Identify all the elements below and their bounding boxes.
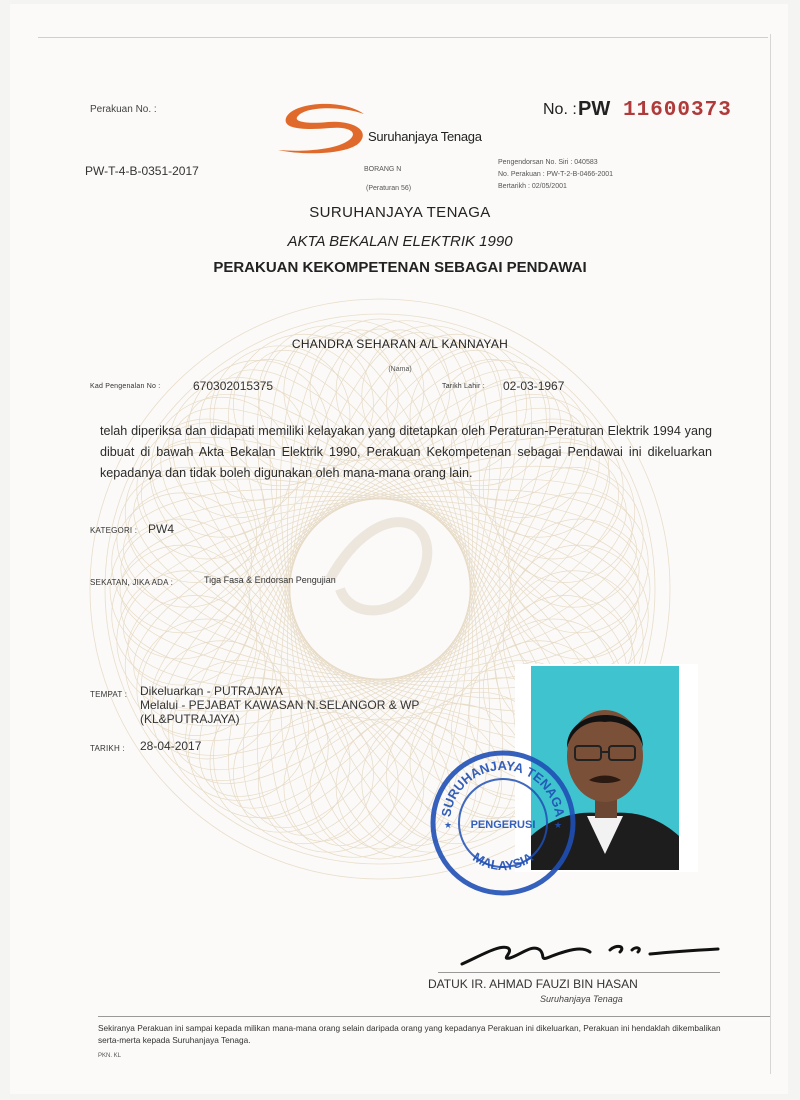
- holder-name-caption: (Nama): [388, 366, 412, 373]
- tempat-label: TEMPAT :: [90, 690, 128, 699]
- svg-text:MALAYSIA: [470, 849, 536, 873]
- borang-label: BORANG N: [364, 166, 402, 173]
- footer-line: [98, 1016, 770, 1017]
- svg-text:★: ★: [554, 820, 563, 830]
- tempat-line-2: Melalui - PEJABAT KAWASAN N.SELANGOR & WP: [140, 698, 420, 712]
- no-perakuan-line: No. Perakuan : PW-T-2-B-0466-2001: [498, 171, 614, 178]
- top-border-line: [38, 37, 768, 38]
- tarikh-value: 28-04-2017: [140, 739, 202, 753]
- right-border-line: [770, 34, 771, 1074]
- guilloche-loop: [169, 660, 309, 800]
- perakuan-label: Perakuan No. :: [90, 104, 157, 115]
- title-act: AKTA BEKALAN ELEKTRIK 1990: [287, 233, 513, 250]
- svg-text:★: ★: [444, 820, 453, 830]
- tempat-line-3: (KL&PUTRAJAYA): [140, 712, 240, 726]
- serial-type: PW: [578, 98, 611, 120]
- pengendorsan-line: Pengendorsan No. Siri : 040583: [498, 159, 598, 166]
- dob-value: 02-03-1967: [503, 379, 565, 393]
- stamp-middle-text: PENGERUSI: [470, 819, 536, 831]
- serial-number: 11600373: [623, 99, 732, 122]
- watermark-logo: [330, 522, 427, 610]
- signature-line: [438, 972, 720, 973]
- kategori-value: PW4: [148, 522, 175, 536]
- bertarikh-line: Bertarikh : 02/05/2001: [498, 183, 567, 190]
- serial-prefix: No. :: [543, 101, 577, 118]
- certificate-sheet: [10, 4, 788, 1094]
- official-stamp: [428, 748, 578, 898]
- logo-text: Suruhanjaya Tenaga: [368, 129, 482, 144]
- kategori-label: KATEGORI :: [90, 526, 138, 535]
- footer-code: PKN. KL: [98, 1053, 122, 1059]
- signatory-name: DATUK IR. AHMAD FAUZI BIN HASAN: [428, 977, 638, 991]
- sekatan-value: Tiga Fasa & Endorsan Pengujian: [204, 575, 336, 585]
- tempat-line-1: Dikeluarkan - PUTRAJAYA: [140, 684, 283, 698]
- statement-paragraph: telah diperiksa dan didapati memiliki kelayakan yang ditetapkan oleh Peraturan-Peraturan Elektrik 1994 yang dibuat di bawah Akta Bekalan Elektrik 1990, Perakuan Kekompetenan sebagai Pendawai ini dikeluarkan kepadanya dan tidak boleh digunakan oleh mana-mana orang lain.: [100, 424, 712, 480]
- stamp-bottom-text: MALAYSIA: [470, 849, 536, 874]
- dob-label: Tarikh Lahir :: [442, 383, 485, 390]
- reference-number: PW-T-4-B-0351-2017: [85, 164, 199, 178]
- signature-image: [460, 934, 720, 974]
- title-commission: SURUHANJAYA TENAGA: [309, 204, 491, 221]
- stamp-top-text: SURUHANJAYA TENAGA: [438, 757, 568, 819]
- suruhanjaya-tenaga-logo-icon: [272, 100, 372, 156]
- sekatan-label: SEKATAN, JIKA ADA :: [90, 578, 174, 587]
- tarikh-label: TARIKH :: [90, 744, 125, 753]
- ic-value: 670302015375: [193, 379, 274, 393]
- holder-name: CHANDRA SEHARAN A/L KANNAYAH: [291, 337, 509, 351]
- peraturan-label: (Peraturan 56): [366, 185, 412, 192]
- signatory-title: Suruhanjaya Tenaga: [540, 994, 623, 1004]
- ic-label: Kad Pengenalan No :: [90, 383, 161, 390]
- footer-notice: Sekiranya Perakuan ini sampai kepada milikan mana-mana orang selain daripada orang yang kepadanya Perakuan ini dikeluarkan, Perakuan ini hendaklah dikembalikan serta-merta kepada Suruhanjaya Tenaga.: [98, 1023, 721, 1045]
- title-certificate: PERAKUAN KEKOMPETENAN SEBAGAI PENDAWAI: [213, 259, 587, 276]
